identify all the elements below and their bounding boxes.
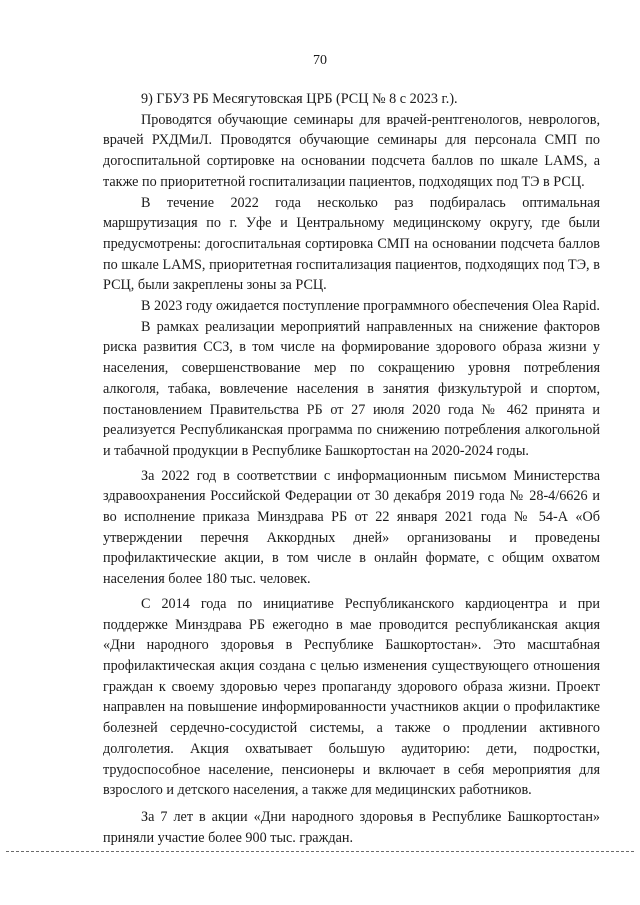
- paragraph-hospital-heading: 9) ГБУЗ РБ Месягутовская ЦРБ (РСЦ № 8 с 2023 г.).: [141, 91, 458, 107]
- paragraph-training-seminars: Проводятся обучающие семинары для врачей-рентгенологов, неврологов, врачей РХДМиЛ. Проводятся обучающие семинары для персонала СМП по догоспитальной сортировке на основании подсчета баллов по шкале LAMS, а также по приоритетной госпитализации пациентов, подходящих под ТЭ в РСЦ.: [103, 111, 600, 190]
- paragraph-campaign-participants: За 7 лет в акции «Дни народного здоровья в Республике Башкортостан» приняли участие более 900 тыс. граждан.: [103, 808, 600, 846]
- paragraph-health-days-campaign: С 2014 года по инициативе Республиканского кардиоцентра и при поддержке Минздрава РБ ежегодно в мае проводится республиканская акция «Дни народного здоровья в Республике Башкортостан». Это масштабная профилактическая акция создана с целью изменения существующего отношения граждан к своему здоровью через пропаганду здорового образа жизни. Проект направлен на повышение информированности участников акции о профилактике болезней сердечно-сосудистой системы, а также о продлении активного долголетия. Акция охватывает большую аудиторию: дети, подростки, трудоспособное население, пенсионеры и включает в себя мероприятия для взрослого и детского населения, а также для медицинских работников.: [103, 595, 600, 799]
- paragraph-routing-2022: В течение 2022 года несколько раз подбиралась оптимальная маршрутизация по г. Уфе и Центральному медицинскому округу, где были предусмотрены: догоспитальная сортировка СМП на основании подсчета баллов по шкале LAMS, приоритетная госпитализация пациентов, подходящих под ТЭ, в РСЦ, были закреплены зоны за РСЦ.: [103, 194, 600, 294]
- footer-divider: [6, 851, 634, 852]
- paragraph-preventive-actions-2022: За 2022 год в соответствии с информационным письмом Министерства здравоохранения Российской Федерации от 30 декабря 2019 года № 28-4/6626 и во исполнение приказа Минздрава РБ от 22 января 2021 года № 54-А «Об утверждении перечня Аккордных дней» организованы и проведены профилактические акции, в том числе в онлайн формате, с общим охватом населения более 180 тыс. человек.: [103, 467, 600, 588]
- page-number: 70: [313, 53, 327, 68]
- paragraph-risk-factors-program: В рамках реализации мероприятий направленных на снижение факторов риска развития ССЗ, в том числе на формирование здорового образа жизни у населения, совершенствование мер по сокращению уровня потребления алкоголя, табака, вовлечение населения в занятия физкультурой и спортом, постановлением Правительства РБ от 27 июля 2020 года № 462 принята и реализуется Республиканская программа по снижению потребления алкогольной и табачной продукции в Республике Башкортостан на 2020-2024 годы.: [103, 318, 600, 459]
- document-body: [103, 89, 600, 848]
- paragraph-olea-rapid: В 2023 году ожидается поступление программного обеспечения Olea Rapid.: [141, 298, 600, 315]
